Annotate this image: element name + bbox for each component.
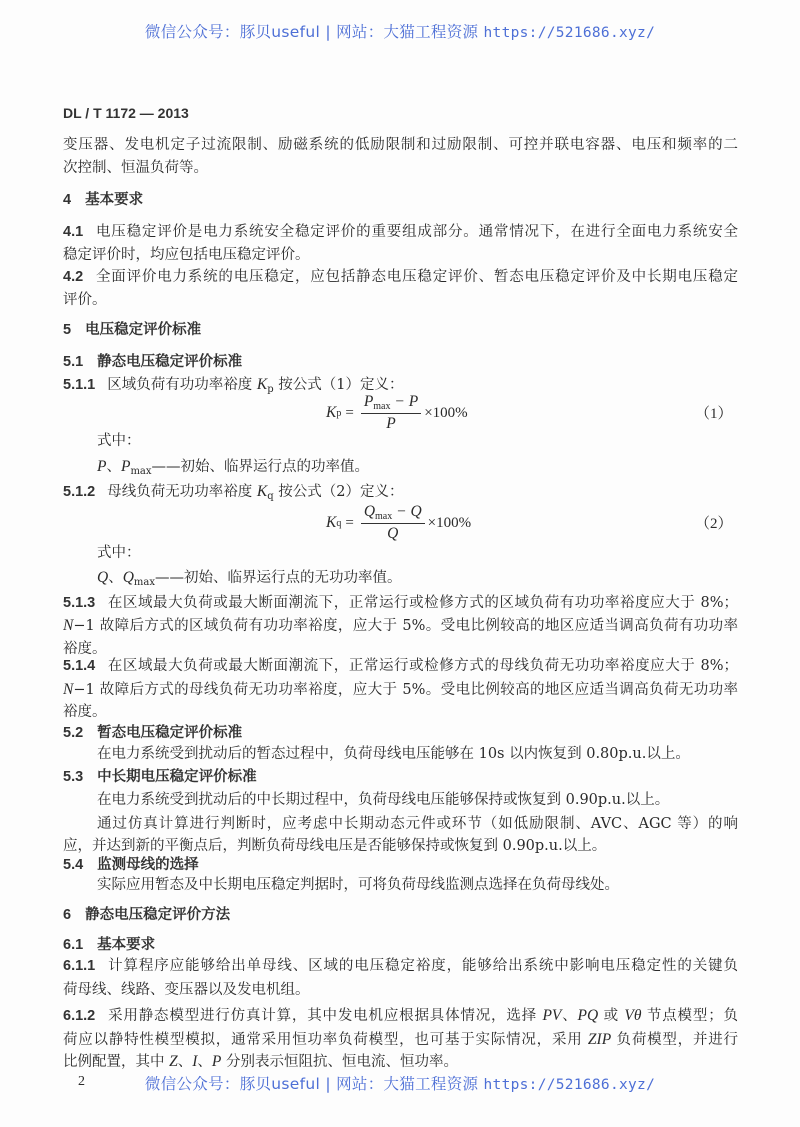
paragraph-line: 变压器、发电机定子过流限制、励磁系统的低励限制和过励限制、可控并联电容器、电压和频率的二	[63, 137, 738, 153]
formula-1: K p = $\frac{P_{max} - P}{P}$ ×100%	[326, 393, 468, 432]
paragraph-line: 比例配置，其中 Z、I、P 分别表示恒阻抗、恒电流、恒功率。	[63, 1053, 458, 1070]
watermark-top: 微信公众号：豚贝useful | 网站：大猫工程资源 https://521686.xyz/	[144, 23, 656, 41]
page-number: 2	[78, 1074, 85, 1089]
section-6-heading: 6 静态电压稳定评价方法	[63, 907, 231, 923]
clause-4-2: 4.2 全面评价电力系统的电压稳定，应包括静态电压稳定评价、暂态电压稳定评价及中长期电压稳定	[63, 269, 738, 285]
fraction: $\frac{P_{max} - P}{P}$	[361, 393, 421, 433]
section-5-heading: 5 电压稳定评价标准	[63, 322, 202, 338]
fraction: $\frac{Q_{max} - Q}{Q}$	[361, 503, 425, 543]
clause-4-1: 4.1 电压稳定评价是电力系统安全稳定评价的重要组成部分。通常情况下，在进行全面电力系统安全	[63, 224, 738, 240]
section-5-1-heading: 5.1 静态电压稳定评价标准	[63, 354, 243, 370]
where-label: 式中：	[97, 433, 141, 449]
section-5-2-heading: 5.2 暂态电压稳定评价标准	[63, 725, 243, 741]
paragraph-line: N−1 故障后方式的母线负荷无功功率裕度，应大于 5%。受电比例较高的地区应适当调高负荷无功功率	[63, 681, 738, 698]
clause-6-1-1: 6.1.1 计算程序应能够给出单母线、区域的电压稳定裕度，能够给出系统中影响电压稳定性的关键负	[63, 958, 738, 974]
symbol-definition: Q、$Q_{max}——$初始、临界运行点的无功功率值。	[97, 569, 402, 588]
paragraph-line: 荷母线、线路、变压器以及发电机组。	[63, 982, 310, 998]
equation-number: （1）	[695, 406, 733, 422]
section-5-3-heading: 5.3 中长期电压稳定评价标准	[63, 769, 257, 785]
watermark-url[interactable]: https://521686.xyz/	[483, 1077, 656, 1093]
clause-6-1-2: 6.1.2 采用静态模型进行仿真计算，其中发电机应根据具体情况，选择 PV、PQ 或 Vθ 节点模型；负	[63, 1007, 738, 1024]
paragraph-line: 应，并达到新的平衡点后，判断负荷母线电压是否能够保持或恢复到 0.90p.u.以上。	[63, 838, 607, 854]
clause-5-1-1: 5.1.1 区域负荷有功功率裕度 $K_p$ 按公式（1）定义：	[63, 376, 404, 395]
clause-5-1-4: 5.1.4 在区域最大负荷或最大断面潮流下，正常运行或检修方式的母线负荷无功功率裕度应大于 8%；	[63, 658, 738, 674]
clause-5-1-2: 5.1.2 母线负荷无功功率裕度 $K_q$ 按公式（2）定义：	[63, 483, 404, 502]
paragraph-line: 在电力系统受到扰动后的中长期过程中，负荷母线电压能够保持或恢复到 0.90p.u.以上。	[97, 792, 670, 808]
paragraph-line: 裕度。	[63, 641, 107, 657]
paragraph-line: 裕度。	[63, 704, 107, 720]
watermark-bottom: 微信公众号：豚贝useful | 网站：大猫工程资源 https://521686.xyz/	[144, 1075, 656, 1093]
equation-number: （2）	[695, 516, 733, 532]
paragraph-line: 荷应以静特性模型模拟，通常采用恒功率负荷模型，也可基于实际情况，采用 ZIP 负荷模型，并进行	[63, 1031, 738, 1048]
paragraph-line: 次控制、恒温负荷等。	[63, 160, 208, 176]
standard-number: DL / T 1172 — 2013	[63, 105, 189, 121]
paragraph-line: 评价。	[63, 292, 107, 308]
paragraph-line: 通过仿真计算进行判断时，应考虑中长期动态元件或环节（如低励限制、AVC、AGC 等）的响	[97, 816, 738, 832]
paragraph-line: 在电力系统受到扰动后的暂态过程中，负荷母线电压能够在 10s 以内恢复到 0.80p.u.以上。	[97, 746, 690, 762]
section-5-4-heading: 5.4 监测母线的选择	[63, 857, 199, 873]
watermark-url[interactable]: https://521686.xyz/	[483, 25, 656, 41]
clause-5-1-3: 5.1.3 在区域最大负荷或最大断面潮流下，正常运行或检修方式的区域负荷有功功率裕度应大于 8%；	[63, 595, 738, 611]
symbol-definition: P、$P_{max}——$初始、临界运行点的功率值。	[97, 458, 370, 477]
section-4-heading: 4 基本要求	[63, 192, 144, 208]
where-label: 式中：	[97, 545, 141, 561]
section-6-1-heading: 6.1 基本要求	[63, 937, 156, 953]
paragraph-line: 实际应用暂态及中长期电压稳定判据时，可将负荷母线监测点选择在负荷母线处。	[97, 877, 619, 893]
formula-2: K q = $\frac{Q_{max} - Q}{Q}$ ×100%	[326, 503, 472, 542]
paragraph-line: N−1 故障后方式的区域负荷有功功率裕度，应大于 5%。受电比例较高的地区应适当调高负荷有功功率	[63, 617, 738, 634]
paragraph-line: 稳定评价时，均应包括电压稳定评价。	[63, 247, 310, 263]
